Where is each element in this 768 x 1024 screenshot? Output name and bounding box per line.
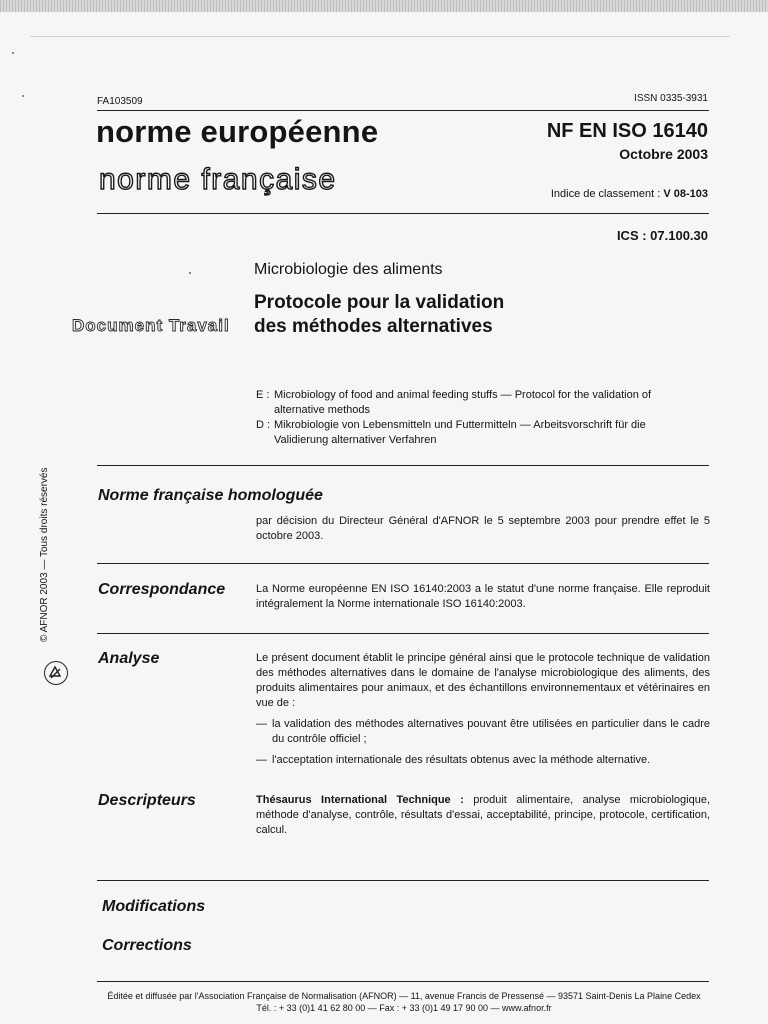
analyse-bullet (256, 753, 710, 768)
main-title-line-1: Protocole pour la validation (254, 292, 505, 313)
footer-contact: Tél. : + 33 (0)1 41 62 80 00 — Fax : + 33 (0)1 49 17 90 00 — www.afnor.fr (256, 1003, 552, 1013)
translation-german (256, 418, 696, 448)
descripteurs-heading: Descripteurs (98, 792, 196, 809)
corrections-heading: Corrections (102, 937, 192, 954)
standard-number: NF EN ISO 16140 (546, 120, 708, 142)
analyse-intro: Le présent document établit le principe général ainsi que le protocole technique de validation des méthodes alternatives dans le domaine de l'analyse microbiologique des aliments, des produits alimentaires pour animaux, et des échantillons environnementaux et vétérinaires en vue de : (256, 652, 710, 709)
descriptor-list: produit alimentaire, analyse microbiologique, méthode d'analyse, contrôle, résultats d'essai, acceptabilité, principe, protocole, certification, calcul. (256, 794, 711, 836)
scan-line (30, 36, 730, 37)
translation-text: Microbiology of food and animal feeding stuffs — Protocol for the validation of alternative methods (274, 389, 652, 416)
section-rule (97, 563, 709, 564)
footer-rule (97, 981, 709, 982)
classification-value: V 08-103 (663, 188, 708, 200)
scan-dust (189, 272, 191, 274)
bullet-text: l'acceptation internationale des résultats obtenus avec la méthode alternative. (272, 754, 651, 766)
modifications-heading: Modifications (102, 898, 206, 915)
translation-english (256, 388, 696, 418)
footer-address: Éditée et diffusée par l'Association Française de Normalisation (AFNOR) — 11, avenue Francis de Pressensé — 93571 Saint-Denis La Plaine Cedex (107, 991, 701, 1001)
header-top-rule (97, 110, 709, 111)
scan-dust (12, 52, 14, 54)
title-european: norme européenne (96, 114, 379, 149)
correspondance-heading: Correspondance (98, 581, 226, 598)
afnor-logo-icon (44, 661, 68, 685)
scan-edge (0, 0, 768, 12)
classification-label: Indice de classement : (550, 188, 661, 200)
bullet-dash: — (256, 718, 267, 730)
main-title-line-2: des méthodes alternatives (254, 316, 493, 337)
section-rule (97, 880, 709, 881)
homologation-heading: Norme française homologuée (98, 487, 323, 504)
document-reference: FA103509 (97, 96, 143, 107)
ics-code: ICS : 07.100.30 (616, 228, 708, 243)
analyse-heading: Analyse (98, 650, 160, 667)
analyse-body (256, 651, 710, 768)
footer (97, 990, 711, 1014)
header-bottom-rule (97, 213, 709, 214)
bullet-text: la validation des méthodes alternatives pouvant être utilisées en particulier dans le cadre du contrôle officiel ; (272, 718, 710, 745)
main-title (254, 291, 504, 339)
thesaurus-label: Thésaurus International Technique : (256, 794, 464, 806)
analyse-bullet (256, 717, 710, 747)
section-rule (97, 465, 709, 466)
correspondance-text: La Norme européenne EN ISO 16140:2003 a le statut d'une norme française. Elle reproduit intégralement la Norme internationale ISO 16140:2003. (256, 583, 710, 610)
copyright-vertical: © AFNOR 2003 — Tous droits réservés (39, 467, 50, 642)
translation-lang: D : (256, 419, 271, 431)
title-french: norme française (99, 163, 337, 196)
descripteurs-text (256, 793, 710, 838)
homologation-text: par décision du Directeur Général d'AFNOR le 5 septembre 2003 pour prendre effet le 5 octobre 2003. (256, 515, 710, 542)
section-rule (97, 633, 709, 634)
publication-date: Octobre 2003 (619, 146, 708, 162)
translation-text: Mikrobiologie von Lebensmitteln und Futtermitteln — Arbeitsvorschrift für die Validierung alternativer Verfahren (274, 419, 646, 446)
work-document-stamp: Document Travail (72, 316, 230, 335)
classification-index (551, 188, 708, 200)
scan-dust (22, 95, 24, 97)
title-translations (256, 388, 696, 448)
translation-lang: E : (256, 389, 270, 401)
subject-line: Microbiologie des aliments (254, 261, 443, 278)
issn: ISSN 0335-3931 (634, 93, 708, 104)
bullet-dash: — (256, 754, 267, 766)
